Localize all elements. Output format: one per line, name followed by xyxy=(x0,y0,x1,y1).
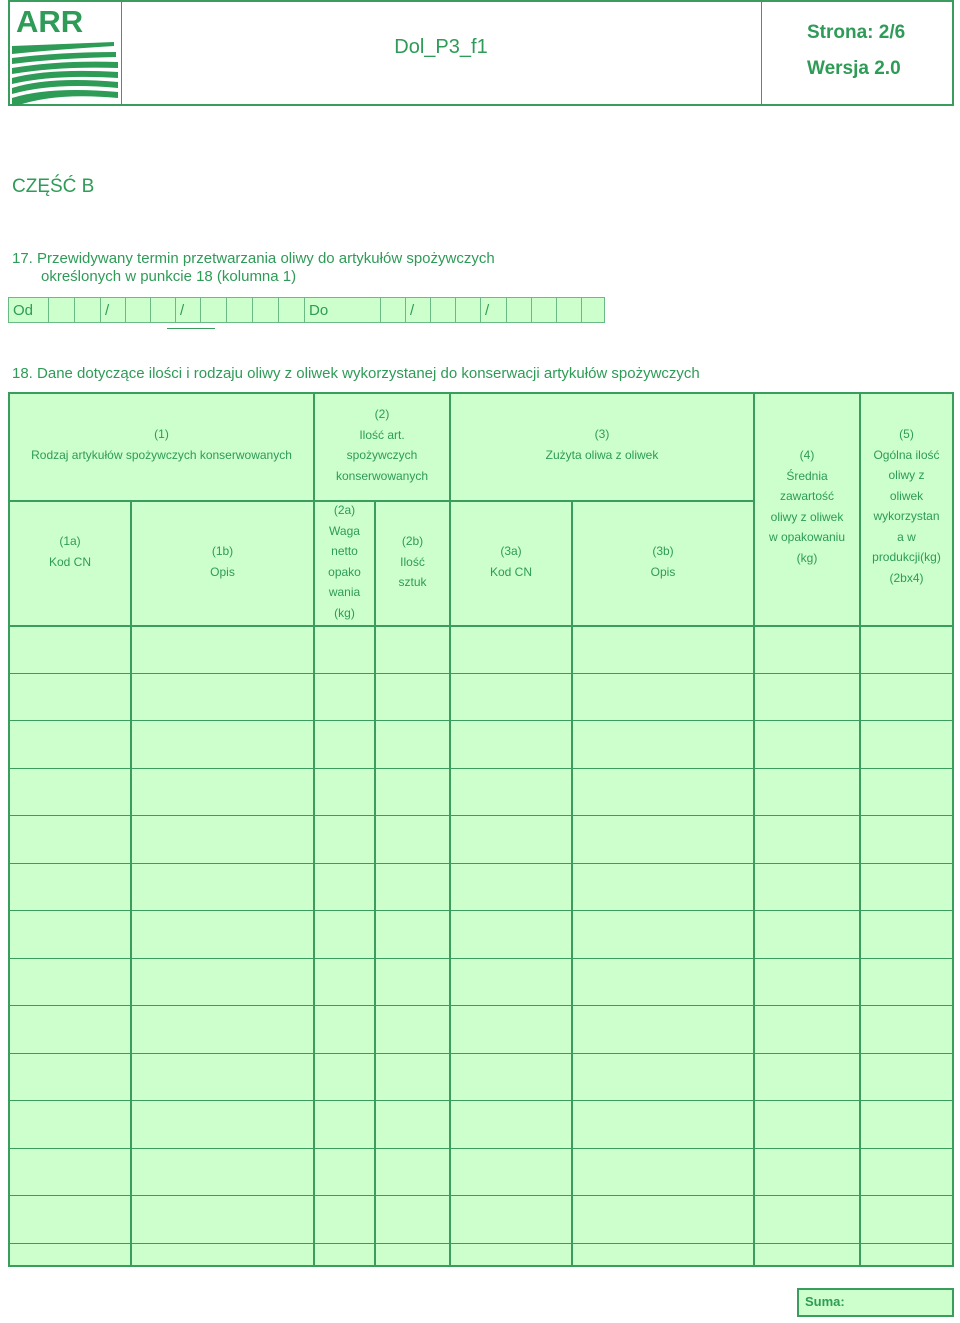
col5-line: (2bx4) xyxy=(889,570,924,585)
col2-line: Ilość art. xyxy=(359,427,405,442)
col1-title: Rodzaj artykułów spożywczych konserwowanych xyxy=(31,447,292,462)
col3-title: Zużyta oliwa z oliwek xyxy=(545,447,659,462)
col2a-line: wania xyxy=(328,585,361,599)
col1a-header xyxy=(10,531,130,572)
col2-num: (2) xyxy=(374,407,390,421)
header-bottom-line xyxy=(10,625,952,627)
col1b-num: (1b) xyxy=(211,544,234,558)
col3a-title: Kod CN xyxy=(489,564,533,579)
logo-cell xyxy=(10,2,122,104)
to-digit[interactable] xyxy=(507,298,532,322)
col4-num: (4) xyxy=(799,448,815,462)
sum-label: Suma: xyxy=(805,1294,845,1309)
to-digit[interactable] xyxy=(582,298,604,322)
header-divider xyxy=(10,500,753,502)
col4-line: w opakowaniu xyxy=(768,530,846,544)
col2-header xyxy=(315,404,449,486)
from-digit[interactable] xyxy=(227,298,253,322)
col4-line: oliwy z oliwek xyxy=(770,509,844,524)
subcol-divider xyxy=(571,500,573,1265)
underline-mark xyxy=(167,328,215,329)
col1a-title: Kod CN xyxy=(48,554,92,569)
col1b-title: Opis xyxy=(210,564,235,579)
col2-line: spożywczych xyxy=(346,448,418,462)
from-digit[interactable] xyxy=(279,298,305,322)
sum-box xyxy=(797,1288,954,1317)
row-line xyxy=(10,1100,952,1101)
col2b-line: sztuk xyxy=(398,575,427,589)
col-divider xyxy=(449,394,451,1265)
to-label: Do xyxy=(305,298,381,322)
row-line xyxy=(10,1243,952,1244)
to-digit[interactable] xyxy=(557,298,582,322)
row-line xyxy=(10,720,952,721)
row-line xyxy=(10,1195,952,1196)
section-17-subtitle: określonych w punkcie 18 (kolumna 1) xyxy=(41,268,297,285)
col5-line: oliwy z xyxy=(888,468,925,482)
row-line xyxy=(10,815,952,816)
col5-header xyxy=(861,424,952,588)
col5-line: wykorzystan xyxy=(873,509,940,523)
row-line xyxy=(10,1053,952,1054)
col3a-num: (3a) xyxy=(500,544,522,558)
col2b-header xyxy=(376,531,449,593)
section-17-title: 17. Przewidywany termin przetwarzania oliwy do artykułów spożywczych xyxy=(12,250,495,267)
col2a-line: opako xyxy=(328,564,361,579)
page-header xyxy=(8,0,954,106)
page-number: Strona: 2/6 xyxy=(807,22,906,43)
from-digit[interactable] xyxy=(75,298,101,322)
from-digit[interactable] xyxy=(151,298,176,322)
col1-num: (1) xyxy=(154,427,169,441)
to-digit[interactable] xyxy=(381,298,406,322)
col2a-line: netto xyxy=(331,544,358,558)
section-18-title: 18. Dane dotyczące ilości i rodzaju oliwy z oliwek wykorzystanej do konserwacji artykułów spożywczych xyxy=(12,365,700,382)
logo-text: ARR xyxy=(16,4,84,39)
col2-line: konserwowanych xyxy=(335,468,429,483)
date-range-row xyxy=(8,297,605,323)
col5-line: produkcji(kg) xyxy=(872,550,941,564)
from-digit[interactable] xyxy=(253,298,279,322)
col2a-line: Waga xyxy=(329,523,360,538)
col2b-num: (2b) xyxy=(401,534,424,548)
to-sep: / xyxy=(406,298,431,322)
part-title: CZĘŚĆ B xyxy=(12,176,95,197)
col2b-line: Ilość xyxy=(400,554,425,569)
col3b-header xyxy=(573,541,753,582)
col4-line: zawartość xyxy=(779,489,835,503)
col2a-header xyxy=(315,500,374,623)
to-digit[interactable] xyxy=(431,298,456,322)
col1a-num: (1a) xyxy=(59,534,81,548)
from-sep: / xyxy=(176,298,201,322)
col3b-title: Opis xyxy=(650,564,676,579)
col5-line: Ogólna ilość xyxy=(873,447,940,462)
row-line xyxy=(10,1148,952,1149)
from-digit[interactable] xyxy=(201,298,227,322)
col5-line: oliwek xyxy=(889,488,924,503)
from-digit[interactable] xyxy=(49,298,75,322)
from-digit[interactable] xyxy=(126,298,151,322)
from-sep: / xyxy=(101,298,126,322)
doc-id-cell xyxy=(121,2,762,104)
row-line xyxy=(10,958,952,959)
doc-id: Dol_P3_f1 xyxy=(394,35,488,58)
arr-logo xyxy=(10,2,121,106)
col5-line: a w xyxy=(897,529,916,544)
subcol-divider xyxy=(374,500,376,1265)
to-digit[interactable] xyxy=(532,298,557,322)
version-cell xyxy=(761,2,952,104)
row-line xyxy=(10,863,952,864)
col1-header xyxy=(10,424,313,465)
col2a-line: (kg) xyxy=(334,605,355,620)
col5-num: (5) xyxy=(899,427,914,441)
to-sep: / xyxy=(481,298,507,322)
col3a-header xyxy=(451,541,571,582)
subcol-divider xyxy=(130,500,132,1265)
col4-line: (kg) xyxy=(796,550,818,565)
col4-line: Średnia xyxy=(786,468,828,483)
col1b-header xyxy=(132,541,313,582)
from-label: Od xyxy=(9,298,49,322)
row-line xyxy=(10,1005,952,1006)
col3b-num: (3b) xyxy=(652,544,674,558)
row-line xyxy=(10,673,952,674)
col3-num: (3) xyxy=(594,427,610,441)
row-line xyxy=(10,910,952,911)
col3-header xyxy=(451,424,753,465)
col2a-num: (2a) xyxy=(333,503,356,517)
row-line xyxy=(10,768,952,769)
to-digit[interactable] xyxy=(456,298,481,322)
col4-header xyxy=(755,445,859,568)
olive-oil-table xyxy=(8,392,954,1267)
version-label: Wersja 2.0 xyxy=(807,58,901,79)
